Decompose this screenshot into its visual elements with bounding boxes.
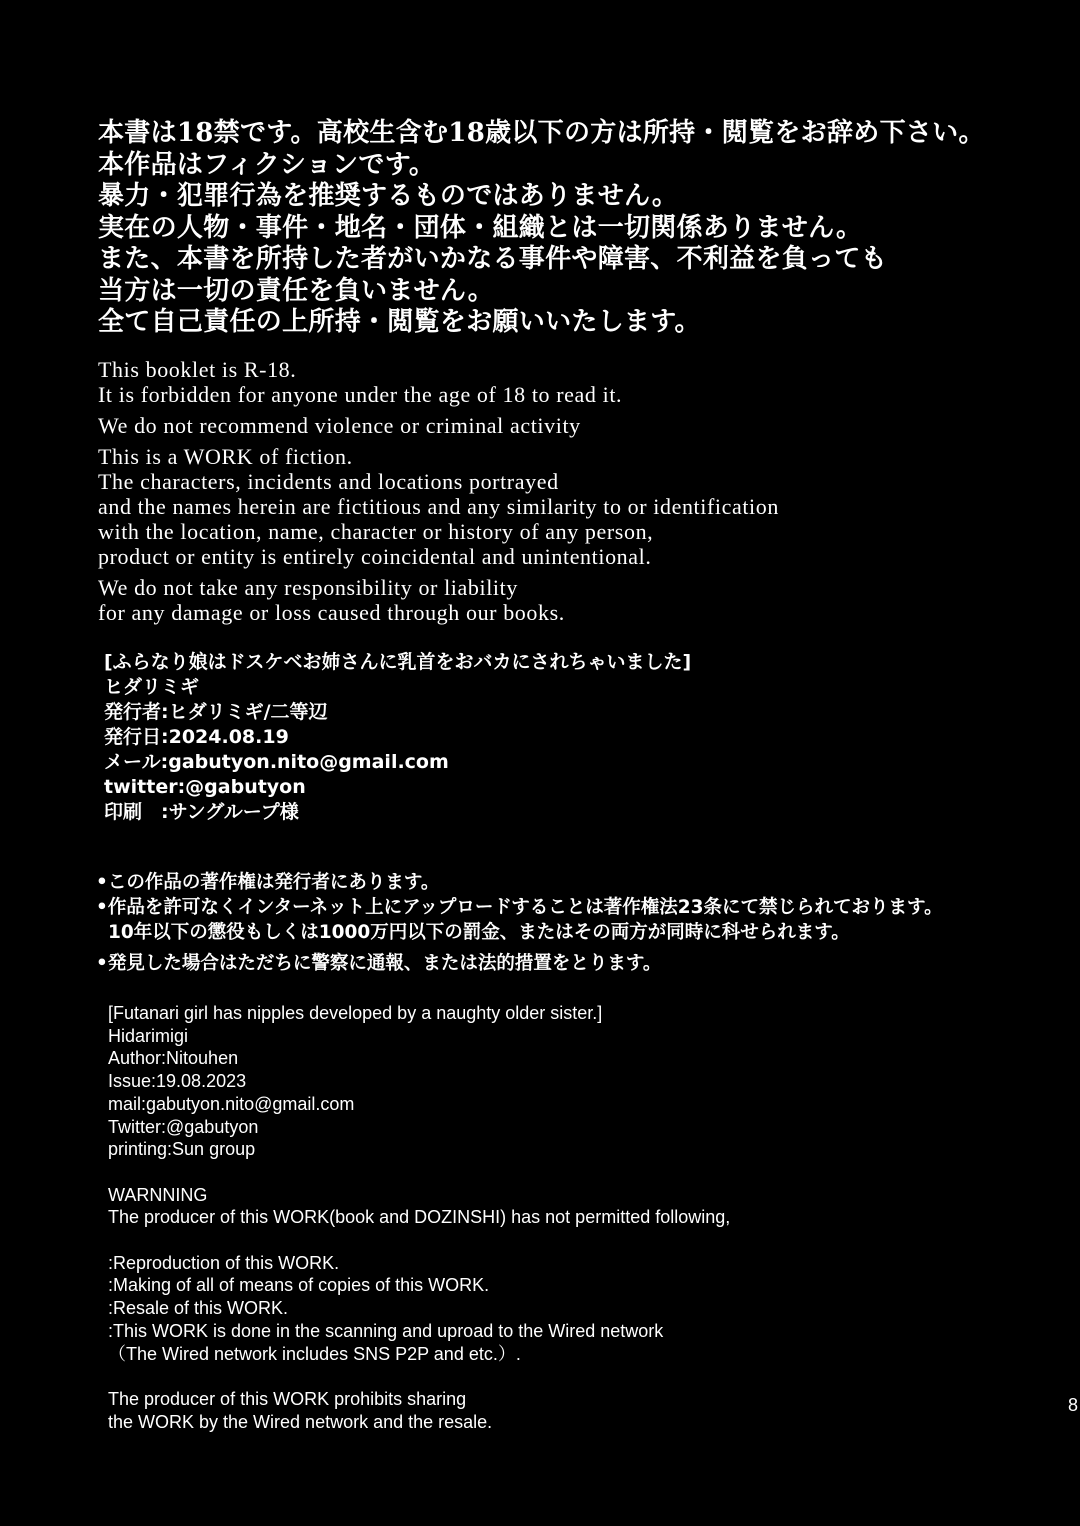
jp-warning-line: 実在の人物・事件・地名・団体・組織とは一切関係ありません。 (98, 212, 863, 243)
legal-action-note: •発見した場合はただちに警察に通報、または法的措置をとります。 (96, 953, 662, 974)
jp-warning-block (98, 118, 985, 339)
en-info-block (108, 1002, 730, 1433)
warning-heading: WARNNING (108, 1184, 208, 1205)
warning-item: :Making of all of means of copies of this WORK. (108, 1275, 490, 1296)
penalty-note: 10年以下の懲役もしくは1000万円以下の罰金、またはその両方が同時に科せられます。 (108, 922, 850, 943)
spacer (108, 1161, 730, 1184)
warning-item: （The Wired network includes SNS P2P and etc.）. (108, 1343, 521, 1364)
jp-warning-line: 本書は18禁です。高校生含む18歳以下の方は所持・閲覧をお辞め下さい。 (98, 118, 985, 148)
book-title-en: [Futanari girl has nipples developed by a naughty older sister.] (108, 1003, 603, 1023)
en-disclaimer-block (98, 357, 779, 631)
twitter-en: Twitter:@gabutyon (108, 1116, 259, 1137)
disclaimer-line: and the names herein are fictitious and any similarity to or identification (98, 494, 779, 519)
jp-warning-line: 暴力・犯罪行為を推奨するものではありません。 (98, 181, 679, 211)
spacer (108, 1229, 730, 1252)
disclaimer-line: for any damage or loss caused through our books. (98, 600, 565, 625)
mail-jp: メール:gabutyon.nito@gmail.com (104, 751, 449, 773)
warning-item: :Resale of this WORK. (108, 1298, 289, 1319)
warning-item: :Reproduction of this WORK. (108, 1252, 340, 1273)
disclaimer-line: with the location, name, character or history of any person, (98, 519, 654, 544)
issue-date-en: Issue:19.08.2023 (108, 1071, 247, 1092)
copyright-note: •この作品の著作権は発行者にあります。 (96, 872, 440, 893)
circle-name-jp: ヒダリミギ (104, 676, 200, 698)
age-restriction-paragraph (98, 357, 779, 407)
issue-date-jp: 発行日:2024.08.19 (104, 726, 289, 748)
warning-intro: The producer of this WORK(book and DOZINSHI) has not permitted following, (108, 1207, 731, 1228)
jp-copyright-notes (96, 870, 943, 976)
disclaimer-line: We do not recommend violence or criminal activity (98, 413, 581, 438)
upload-prohibition-note: •作品を許可なくインターネット上にアップロードすることは著作権法23条にて禁じられております。 (96, 897, 943, 918)
violence-paragraph (98, 413, 779, 438)
publisher-jp: 発行者:ヒダリミギ/二等辺 (104, 701, 328, 723)
disclaimer-line: It is forbidden for anyone under the age of 18 to read it. (98, 382, 623, 407)
fiction-paragraph (98, 444, 779, 569)
mail-en: mail:gabutyon.nito@gmail.com (108, 1093, 355, 1114)
author-en: Author:Nitouhen (108, 1048, 239, 1069)
spacer (108, 1365, 730, 1388)
page-number: 8 (1068, 1395, 1079, 1415)
jp-colophon-block (104, 650, 691, 825)
book-title-jp: [ふらなり娘はドスケベお姉さんに乳首をおバカにされちゃいました] (104, 651, 692, 673)
closing-line: the WORK by the Wired network and the resale. (108, 1411, 493, 1432)
closing-line: The producer of this WORK prohibits sharing (108, 1388, 467, 1409)
disclaimer-line: We do not take any responsibility or liability (98, 575, 518, 600)
disclaimer-line: product or entity is entirely coincidental and unintentional. (98, 544, 652, 569)
warning-item: :This WORK is done in the scanning and uproad to the Wired network (108, 1320, 664, 1341)
twitter-jp: twitter:@gabutyon (104, 776, 306, 798)
jp-warning-line: また、本書を所持した者がいかなる事件や障害、不利益を負っても (98, 244, 888, 274)
printing-en: printing:Sun group (108, 1139, 256, 1160)
liability-paragraph (98, 575, 779, 625)
circle-name-en: Hidarimigi (108, 1025, 189, 1046)
disclaimer-line: This booklet is R-18. (98, 357, 297, 382)
disclaimer-line: This is a WORK of fiction. (98, 444, 353, 469)
jp-warning-line: 当方は一切の責任を負いません。 (98, 275, 495, 306)
jp-warning-line: 本作品はフィクションです。 (98, 149, 436, 180)
jp-warning-line: 全て自己責任の上所持・閲覧をお願いいたします。 (98, 307, 701, 337)
disclaimer-line: The characters, incidents and locations portrayed (98, 469, 559, 494)
printing-jp: 印刷 :サングループ様 (104, 801, 299, 823)
